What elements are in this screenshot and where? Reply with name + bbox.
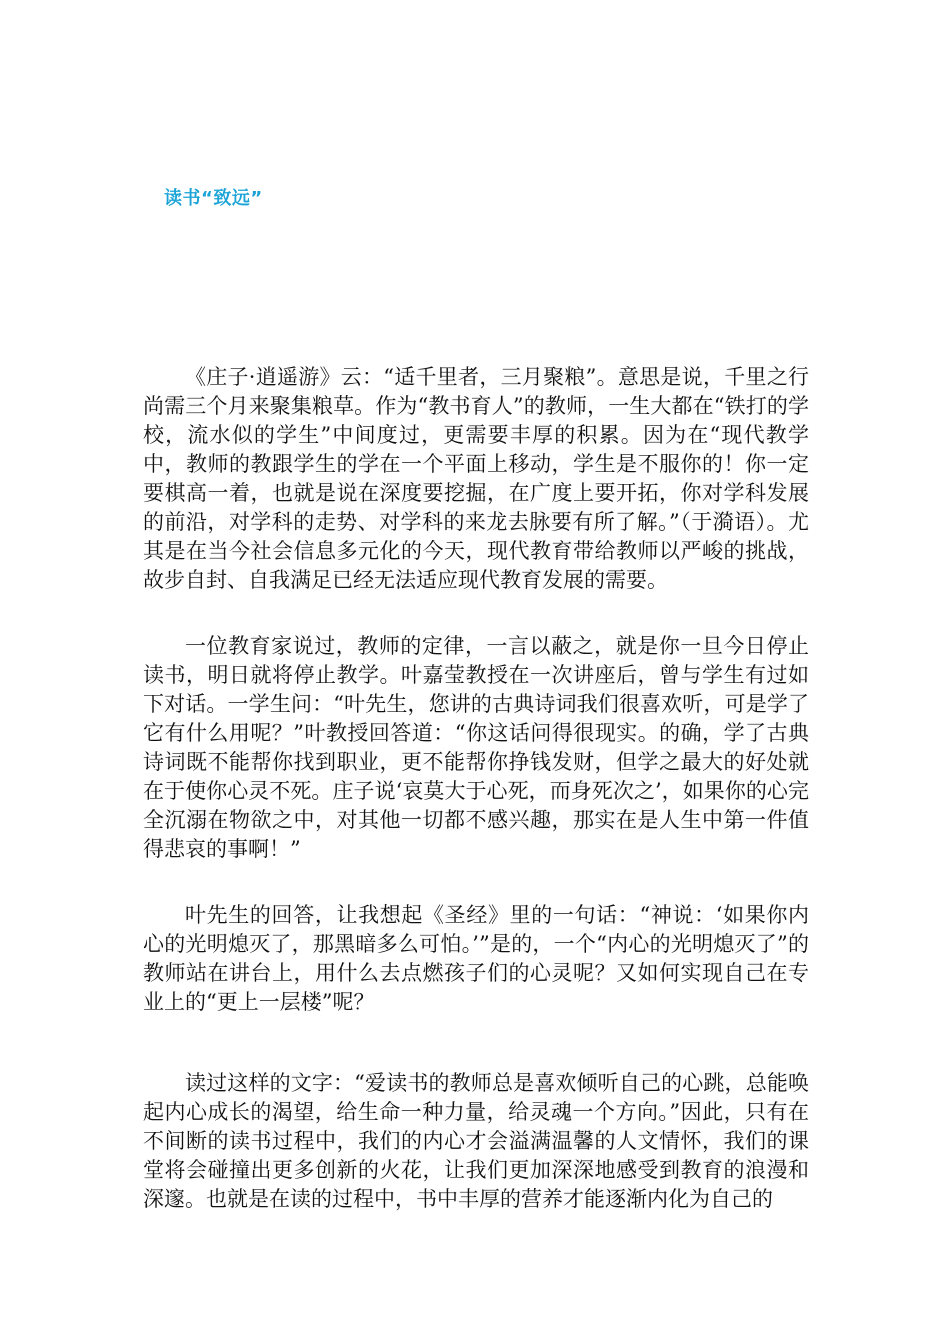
document-title: 读书“致远” xyxy=(164,188,263,209)
paragraph-1: 《庄子·逍遥游》云：“适千里者，三月聚粮”。意思是说，千里之行尚需三个月来聚集粮草。作为“教书育人”的教师，一生大都在“铁打的学校，流水似的学生”中间度过，更需要丰厚的积累。因为在“现代教学中，教师的教跟学生的学在一个平面上移动，学生是不服你的！你一定要棋高一着，也就是说在深度要挖掘，在广度上要开拓，你对学科发展的前沿，对学科的走势、对学科的来龙去脉要有所了解。”（于漪语）。尤其是在当今社会信息多元化的今天，现代教育带给教师以严峻的挑战，故步自封、自我满足已经无法适应现代教育发展的需要。 xyxy=(143,365,809,592)
paragraph-4: 读过这样的文字：“爱读书的教师总是喜欢倾听自己的心跳，总能唤起内心成长的渴望，给生命一种力量，给灵魂一个方向。”因此，只有在不间断的读书过程中，我们的内心才会溢满温馨的人文情怀，我们的课堂将会碰撞出更多创新的火花，让我们更加深深地感受到教育的浪漫和深邃。也就是在读的过程中，书中丰厚的营养才能逐渐内化为自己的 xyxy=(143,1071,809,1211)
paragraph-3: 叶先生的回答，让我想起《圣经》里的一句话：“神说：‘如果你内心的光明熄灭了，那黑暗多么可怕。’”是的，一个“内心的光明熄灭了”的教师站在讲台上，用什么去点燃孩子们的心灵呢？又如何实现自己在专业上的“更上一层楼”呢？ xyxy=(143,903,809,1014)
paragraph-2: 一位教育家说过，教师的定律，一言以蔽之，就是你一旦今日停止读书，明日就将停止教学。叶嘉莹教授在一次讲座后，曾与学生有过如下对话。一学生问：“叶先生，您讲的古典诗词我们很喜欢听，可是学了它有什么用呢？”叶教授回答道：“你这话问得很现实。的确，学了古典诗词既不能帮你找到职业，更不能帮你挣钱发财，但学之最大的好处就在于使你心灵不死。庄子说‘哀莫大于心死，而身死次之’，如果你的心完全沉溺在物欲之中，对其他一切都不感兴趣，那实在是人生中第一件值得悲哀的事啊！” xyxy=(143,634,809,861)
